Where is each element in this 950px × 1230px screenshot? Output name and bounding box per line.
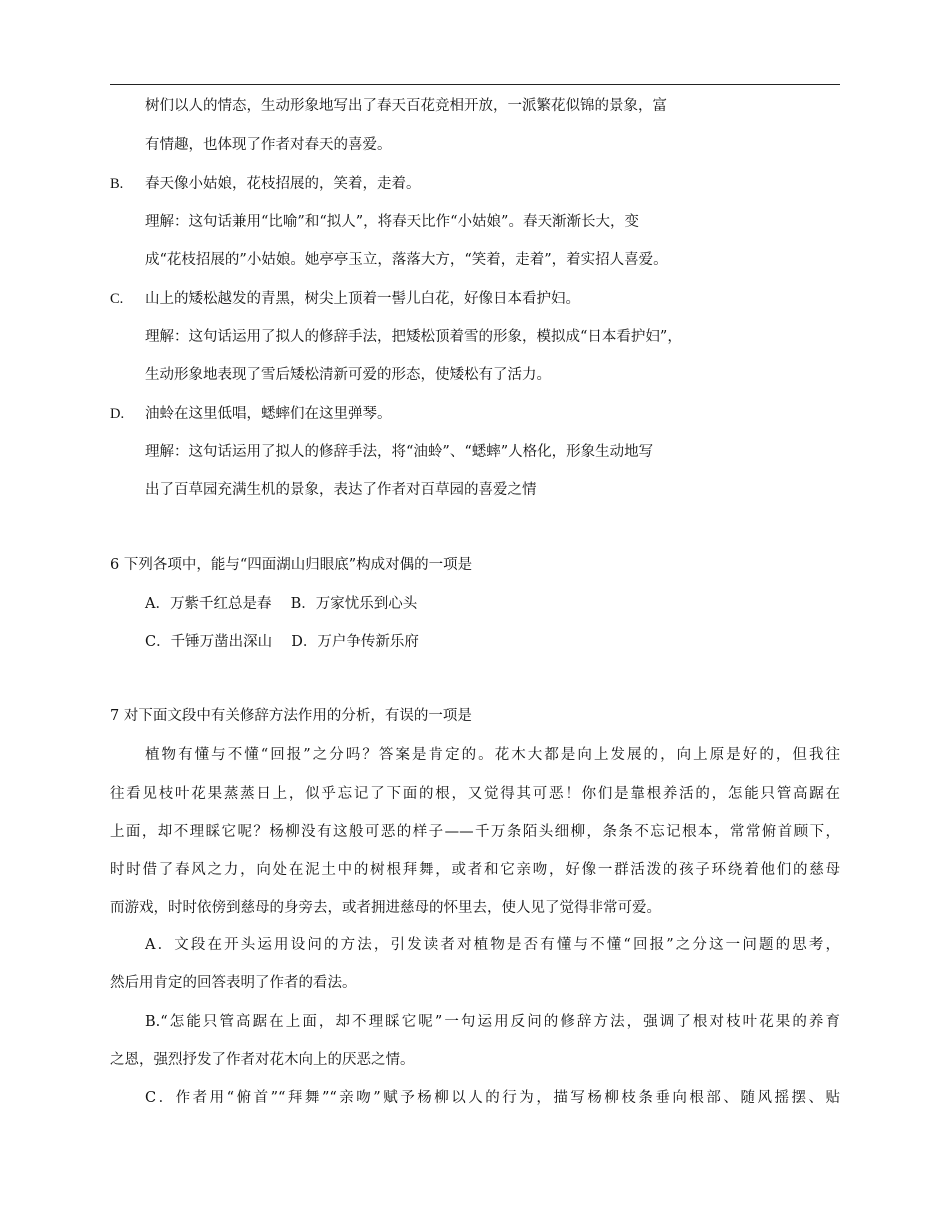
item-b-explanation: 成“花枝招展的”小姑娘。她亭亭玉立，落落大方，“笑着，走着”，着实招人喜爱。 <box>145 252 668 268</box>
item-d-explanation: 出了百草园充满生机的景象，表达了作者对百草园的喜爱之情 <box>145 482 537 498</box>
item-b-sentence: 春天像小姑娘，花枝招展的，笑着，走着。 <box>145 176 421 192</box>
passage-line: 往看见枝叶花果蒸蒸日上，似乎忘记了下面的根，又觉得其可恶！你们是靠根养活的，怎能只管高踞在 <box>110 786 840 802</box>
passage-line: 时时借了春风之力，向处在泥土中的树根拜舞，或者和它亲吻，好像一群活泼的孩子环绕着他们的慈母 <box>110 862 840 878</box>
option-b-continued: 之恩，强烈抒发了作者对花木向上的厌恶之情。 <box>110 1052 415 1068</box>
question-7-stem: 7 对下面文段中有关修辞方法作用的分析，有误的一项是 <box>110 708 472 724</box>
passage-line: 上面，却不理睬它呢？杨柳没有这般可恶的样子——千万条陌头细柳，条条不忘记根本，常常俯首顾下， <box>110 824 840 840</box>
question-6-stem: 6 下列各项中，能与“四面湖山归眼底”构成对偶的一项是 <box>110 557 473 573</box>
item-c-sentence: 山上的矮松越发的青黑，树尖上顶着一髻儿白花，好像日本看护妇。 <box>145 291 580 307</box>
item-label-c: C. <box>110 291 124 307</box>
text-line: 有情趣，也体现了作者对春天的喜爱。 <box>145 137 392 153</box>
question-6-options-row: A．万紫千红总是春 B．万家忧乐到心头 <box>145 596 418 612</box>
option-b: B.“怎能只管高踞在上面，却不理睬它呢”一句运用反问的修辞方法，强调了根对枝叶花果的养育 <box>145 1014 840 1030</box>
item-label-b: B. <box>110 176 124 192</box>
item-c-explanation: 生动形象地表现了雪后矮松清新可爱的形态，使矮松有了活力。 <box>145 367 551 383</box>
option-c: C．作者用“俯首”“拜舞”“亲吻”赋予杨柳以人的行为，描写杨柳枝条垂向根部、随风摇摆、贴 <box>145 1090 840 1106</box>
item-label-d: D. <box>110 406 125 422</box>
passage-line: 植物有懂与不懂“回报”之分吗？答案是肯定的。花木大都是向上发展的，向上原是好的，但我往 <box>145 747 840 763</box>
option-a: A．文段在开头运用设问的方法，引发读者对植物是否有懂与不懂“回报”之分这一问题的思考， <box>145 937 840 953</box>
item-c-explanation: 理解：这句话运用了拟人的修辞手法，把矮松顶着雪的形象，模拟成“日本看护妇”， <box>145 329 682 345</box>
item-b-explanation: 理解：这句话兼用“比喻”和“拟人”，将春天比作“小姑娘”。春天渐渐长大，变 <box>145 214 639 230</box>
option-a-continued: 然后用肯定的回答表明了作者的看法。 <box>110 975 357 991</box>
text-line: 树们以人的情态，生动形象地写出了春天百花竞相开放，一派繁花似锦的景象，富 <box>145 98 667 114</box>
question-6-options-row: C．千锤万凿出深山 D．万户争传新乐府 <box>145 634 419 650</box>
item-d-explanation: 理解：这句话运用了拟人的修辞手法，将“油蛉”、“蟋蟀”人格化，形象生动地写 <box>145 444 654 460</box>
passage-line: 而游戏，时时依傍到慈母的身旁去，或者拥进慈母的怀里去，使人见了觉得非常可爱。 <box>110 900 661 916</box>
item-d-sentence: 油蛉在这里低唱，蟋蟀们在这里弹琴。 <box>145 406 392 422</box>
header-rule <box>110 84 840 85</box>
